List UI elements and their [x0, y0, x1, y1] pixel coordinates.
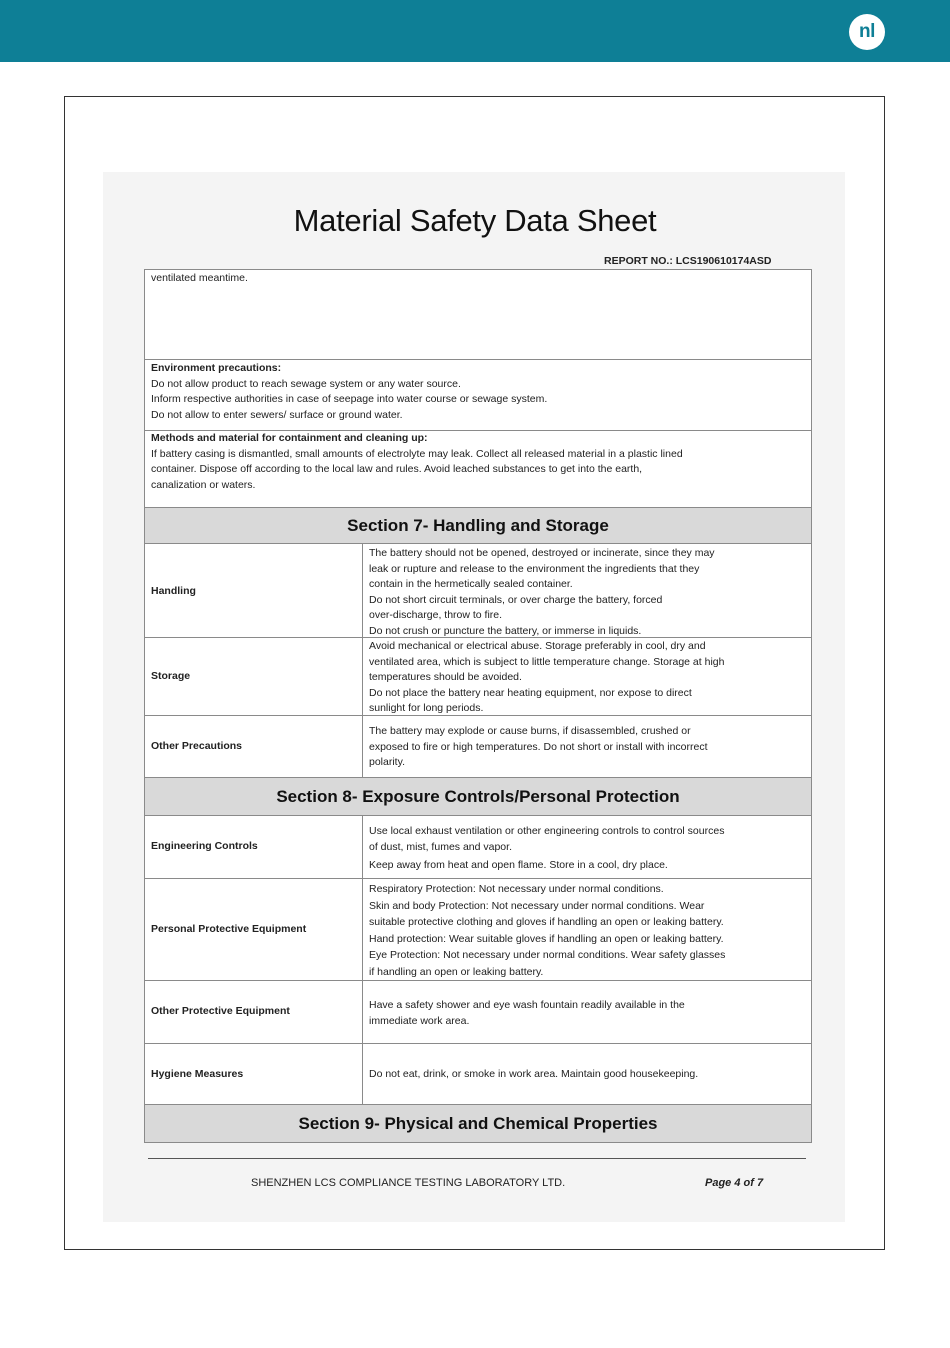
row-divider: [144, 980, 812, 981]
text-line: leak or rupture and release to the environment the ingredients that they: [369, 562, 700, 575]
text-line: Do not short circuit terminals, or over charge the battery, forced: [369, 593, 663, 606]
personal-protective-equipment-text: [369, 881, 725, 980]
containment-line: canalization or waters.: [151, 478, 256, 491]
row-divider: [144, 878, 812, 879]
row-divider: [144, 359, 812, 360]
row-label-storage: Storage: [151, 670, 191, 682]
text-line: Keep away from heat and open flame. Store in a cool, dry place.: [369, 859, 668, 871]
footer-page-number: Page 4 of 7: [705, 1177, 764, 1189]
text-line: Do not place the battery near heating equipment, nor expose to direct: [369, 686, 692, 699]
text-line: Use local exhaust ventilation or other engineering controls to control sources: [369, 825, 725, 837]
text-line: contain in the hermetically sealed container.: [369, 578, 573, 590]
text-line: over-discharge, throw to fire.: [369, 609, 503, 621]
row-divider: [144, 815, 812, 816]
containment-line: If battery casing is dismantled, small amounts of electrolyte may leak. Collect all released material in a plastic lined: [151, 447, 683, 460]
containment-methods: [151, 431, 683, 493]
row-label-engineering-controls: Engineering Controls: [151, 840, 258, 852]
other-precautions-text: [369, 724, 708, 771]
text-line: suitable protective clothing and gloves if handling an open or leaking battery.: [369, 916, 724, 928]
text-line: if handling an open or leaking battery.: [369, 965, 544, 978]
text-line: The battery should not be opened, destroyed or incinerate, since they may: [369, 547, 715, 559]
footer-rule: [148, 1158, 806, 1159]
footer-lab-name: SHENZHEN LCS COMPLIANCE TESTING LABORATORY LTD.: [251, 1177, 566, 1189]
report-number: REPORT NO.: LCS190610174ASD: [604, 255, 772, 267]
storage-text: [369, 639, 724, 717]
other-protective-equipment-text: [369, 998, 685, 1029]
row-label-other-precautions: Other Precautions: [151, 740, 243, 752]
document-title: Material Safety Data Sheet: [293, 203, 657, 238]
containment-heading: Methods and material for containment and cleaning up:: [151, 432, 428, 444]
row-divider: [144, 1043, 812, 1044]
text-line: Eye Protection: Not necessary under normal conditions. Wear safety glasses: [369, 949, 726, 961]
column-divider: [362, 815, 363, 1104]
section-7-heading: Section 7- Handling and Storage: [145, 508, 811, 543]
text-line: Avoid mechanical or electrical abuse. Storage preferably in cool, dry and: [369, 640, 706, 652]
section-9-heading: Section 9- Physical and Chemical Properties: [145, 1105, 811, 1142]
continued-text: ventilated meantime.: [151, 272, 248, 284]
language-badge[interactable]: nl: [849, 14, 885, 50]
text-line: of dust, mist, fumes and vapor.: [369, 840, 512, 853]
row-label-personal-protective-equipment: Personal Protective Equipment: [151, 923, 307, 935]
text-line: polarity.: [369, 756, 405, 768]
text-line: Respiratory Protection: Not necessary under normal conditions.: [369, 883, 664, 895]
text-line: exposed to fire or high temperatures. Do not short or install with incorrect: [369, 740, 708, 753]
text-line: immediate work area.: [369, 1014, 470, 1027]
environment-line: Inform respective authorities in case of seepage into water course or sewage system.: [151, 393, 548, 405]
containment-line: container. Dispose off according to the local law and rules. Avoid leached substances to get into the earth,: [151, 463, 643, 475]
row-label-handling: Handling: [151, 585, 196, 597]
text-line: Do not eat, drink, or smoke in work area. Maintain good housekeeping.: [369, 1068, 699, 1080]
environment-heading: Environment precautions:: [151, 362, 282, 374]
text-line: Skin and body Protection: Not necessary under normal conditions. Wear: [369, 899, 705, 912]
environment-line: Do not allow product to reach sewage system or any water source.: [151, 377, 461, 390]
top-bar: [0, 0, 950, 62]
text-line: The battery may explode or cause burns, if disassembled, crushed or: [369, 725, 691, 737]
text-line: ventilated area, which is subject to little temperature change. Storage at high: [369, 655, 725, 668]
text-line: temperatures should be avoided.: [369, 671, 522, 683]
hygiene-measures-text: [369, 1067, 698, 1083]
text-line: Do not crush or puncture the battery, or immerse in liquids.: [369, 624, 642, 637]
environment-precautions: [151, 361, 547, 423]
section-8-heading: Section 8- Exposure Controls/Personal Protection: [145, 778, 811, 815]
text-line: sunlight for long periods.: [369, 702, 484, 714]
column-divider: [362, 543, 363, 777]
text-line: Have a safety shower and eye wash fountain readily available in the: [369, 999, 685, 1011]
row-label-other-protective-equipment: Other Protective Equipment: [151, 1005, 290, 1017]
handling-text: [369, 546, 715, 639]
environment-line: Do not allow to enter sewers/ surface or ground water.: [151, 408, 403, 421]
row-divider: [144, 543, 812, 544]
row-label-hygiene-measures: Hygiene Measures: [151, 1068, 244, 1080]
text-line: Hand protection: Wear suitable gloves if handling an open or leaking battery.: [369, 932, 724, 945]
engineering-controls-text: [369, 824, 724, 874]
